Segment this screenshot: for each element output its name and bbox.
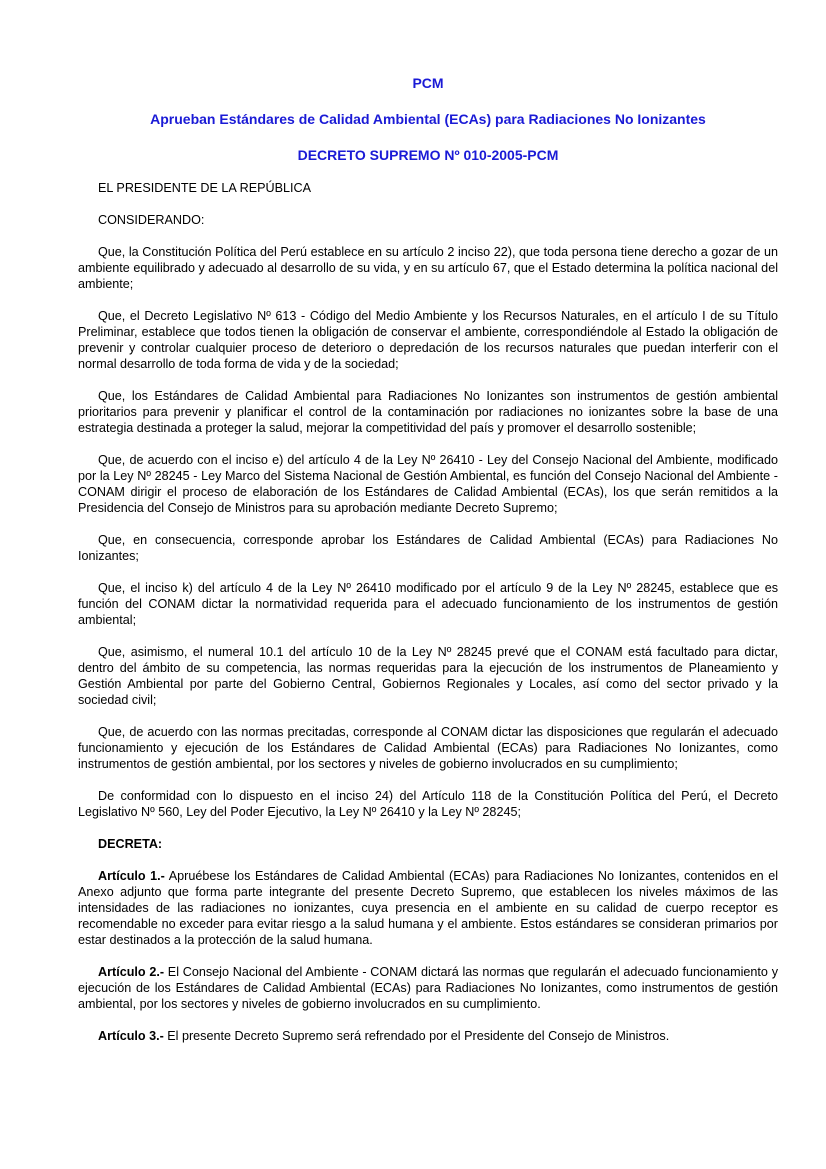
heading-org: PCM [412, 75, 444, 91]
article-1 [78, 868, 778, 948]
article-1-label: Artículo 1.- [98, 869, 165, 883]
considerando-paragraph: Que, la Constitución Política del Perú establece en su artículo 2 inciso 22), que toda persona tiene derecho a gozar de un ambiente equilibrado y adecuado al desarrollo de su vida, y en su artículo 67, que el Estado determina la política nacional del ambiente; [78, 245, 778, 291]
article-2 [78, 964, 778, 1012]
article-3-label: Artículo 3.- [98, 1029, 164, 1043]
considerando-paragraph: De conformidad con lo dispuesto en el inciso 24) del Artículo 118 de la Constitución Política del Perú, el Decreto Legislativo Nº 560, Ley del Poder Ejecutivo, la Ley Nº 26410 y la Ley Nº 28245; [78, 789, 778, 819]
article-2-label: Artículo 2.- [98, 965, 165, 979]
considering-line: CONSIDERANDO: [98, 213, 205, 227]
president-line: EL PRESIDENTE DE LA REPÚBLICA [98, 181, 311, 195]
article-3-text: El presente Decreto Supremo será refrendado por el Presidente del Consejo de Ministros. [163, 1029, 670, 1043]
heading-decree-number: DECRETO SUPREMO Nº 010-2005-PCM [297, 147, 559, 163]
considerando-paragraph: Que, de acuerdo con el inciso e) del artículo 4 de la Ley Nº 26410 - Ley del Consejo Nacional del Ambiente, modificado por la Ley Nº 28245 - Ley Marco del Sistema Nacional de Gestión Ambiental, es función del Consejo Nacional del Ambiente - CONAM dirigir el proceso de elaboración de los Estándares de Calidad Ambiental (ECAs), los que serán remitidos a la Presidencia del Consejo de Ministros para su aprobación mediante Decreto Supremo; [78, 453, 778, 515]
article-2-text: El Consejo Nacional del Ambiente - CONAM dictará las normas que regularán el adecuado funcionamiento y ejecución de los Estándares de Calidad Ambiental (ECAs) para Radiaciones No Ionizantes, como instrumentos de gestión ambiental, por los sectores y niveles de gobierno involucrados en su cumplimiento. [78, 965, 778, 1011]
considerando-paragraph: Que, el inciso k) del artículo 4 de la Ley Nº 26410 modificado por el artículo 9 de la Ley Nº 28245, establece que es función del CONAM dictar la normatividad requerida para el adecuado funcionamiento de los instrumentos de gestión ambiental; [78, 581, 778, 627]
considerando-paragraph: Que, el Decreto Legislativo Nº 613 - Código del Medio Ambiente y los Recursos Naturales, en el artículo I de su Título Preliminar, establece que todos tienen la obligación de conservar el ambiente, correspondiéndole al Estado la obligación de prevenir y controlar cualquier proceso de deterioro o depredación de los recursos naturales que puedan interferir con el normal desarrollo de toda forma de vida y de la sociedad; [78, 309, 778, 371]
considerando-paragraph: Que, en consecuencia, corresponde aprobar los Estándares de Calidad Ambiental (ECAs) para Radiaciones No Ionizantes; [78, 533, 778, 563]
article-1-text: Apruébese los Estándares de Calidad Ambiental (ECAs) para Radiaciones No Ionizantes, contenidos en el Anexo adjunto que forma parte integrante del presente Decreto Supremo, que establecen los niveles máximos de las intensidades de las radiaciones no ionizantes, cuya presencia en el ambiente en su calidad de cuerpo receptor es recomendable no exceder para evitar riesgo a la salud humana y el ambiente. Estos estándares se consideran primarios por estar destinados a la protección de la salud humana. [78, 869, 779, 947]
considerando-paragraph: Que, asimismo, el numeral 10.1 del artículo 10 de la Ley Nº 28245 prevé que el CONAM está facultado para dictar, dentro del ámbito de su competencia, las normas requeridas para la ejecución de los instrumentos de Planeamiento y Gestión Ambiental por parte del Gobierno Central, Gobiernos Regionales y Locales, así como del sector privado y la sociedad civil; [78, 645, 778, 707]
document-body [78, 180, 778, 1044]
considerando-paragraph: Que, de acuerdo con las normas precitadas, corresponde al CONAM dictar las disposiciones que regularán el adecuado funcionamiento y ejecución de los Estándares de Calidad Ambiental (ECAs) para Radiaciones No Ionizantes, como instrumentos de gestión ambiental, por los sectores y niveles de gobierno involucrados en su cumplimiento; [78, 725, 778, 771]
heading-title: Aprueban Estándares de Calidad Ambiental (ECAs) para Radiaciones No Ionizantes [150, 111, 706, 127]
considerando-paragraph: Que, los Estándares de Calidad Ambiental para Radiaciones No Ionizantes son instrumentos de gestión ambiental prioritarios para prevenir y planificar el control de la contaminación por radiaciones no ionizantes sobre la base de una estrategia destinada a proteger la salud, mejorar la competitividad del país y promover el desarrollo sostenible; [78, 389, 778, 435]
decreta-heading: DECRETA: [98, 837, 163, 851]
article-3 [78, 1028, 778, 1044]
